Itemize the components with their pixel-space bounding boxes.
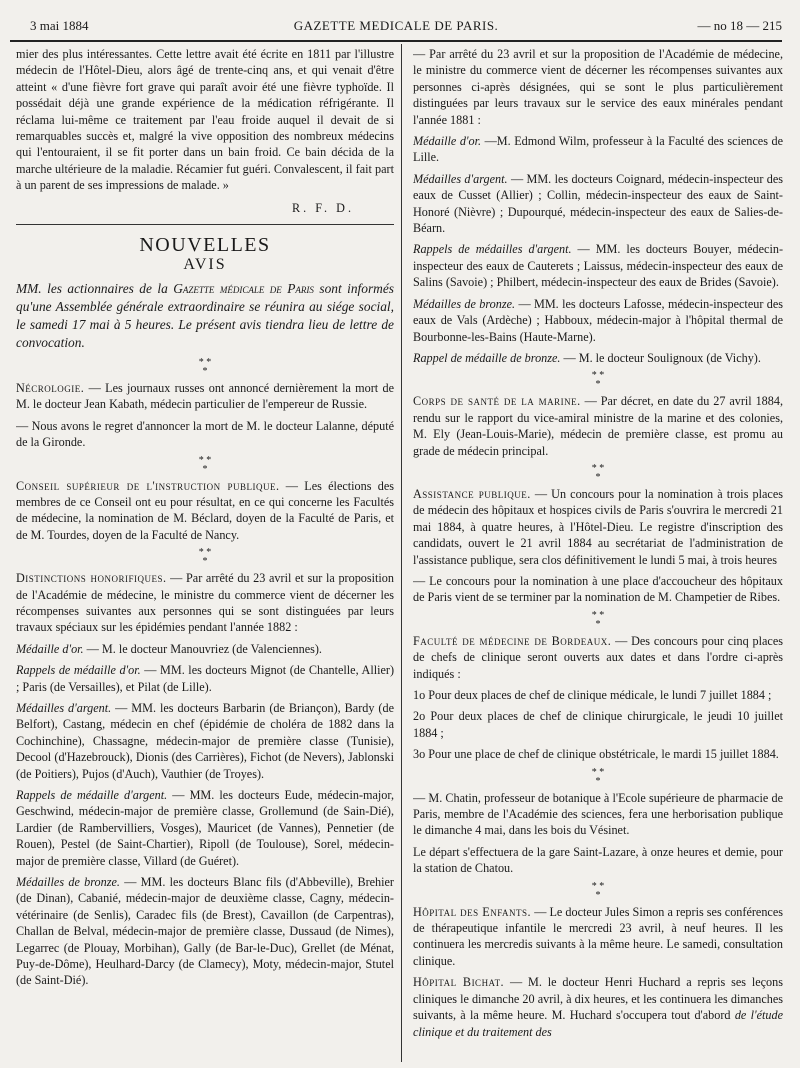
column-divider	[401, 44, 402, 1062]
asterism-separator: * * *	[198, 454, 212, 475]
asterism-separator: * * *	[198, 547, 212, 568]
rappel-or-paragraph	[16, 662, 394, 695]
r-rappel-bronze-text: — M. le docteur Soulignoux (de Vichy).	[560, 350, 761, 365]
left-column	[16, 46, 394, 994]
avis-text-a: MM. les actionnaires de la	[16, 280, 174, 296]
bordeaux-text: — Des concours pour cinq places de chefs de clinique seront ouverts aux dates et dans l'ordre ci-après indiqués :	[413, 633, 783, 681]
rappel-argent-text: — MM. les docteurs Eude, médecin-major, Geschwind, médecin-major de première classe, Grollemund (de Sain-Dié), Lardier (de Rambervilliers, Vosges), Mauricet (de Vannes), Pennetier (de Rouen), Pestel (de Saint-Chartier), Ripoll (de Toulouse), Sorel, médecin-major de première classe, Villard (de Guéret).	[16, 788, 394, 868]
asterism-separator: * * *	[591, 370, 605, 391]
enfants-paragraph	[413, 904, 783, 970]
medaille-or-paragraph	[16, 641, 394, 657]
marine-label: Corps de santé de la marine.	[413, 394, 581, 409]
asterism-separator: * * *	[591, 766, 605, 787]
avis-journal-name: Gazette médicale de Paris	[173, 280, 314, 296]
necrologie-label: Nécrologie.	[16, 380, 85, 395]
bichat-emphasis: de l'étude clinique et du traitement des	[413, 1008, 783, 1039]
r-medaille-or-paragraph	[413, 133, 783, 166]
r-rappel-bronze-paragraph	[413, 350, 783, 366]
r-medailles-bronze-paragraph	[413, 296, 783, 345]
medailles-argent-paragraph	[16, 700, 394, 782]
medaille-or-label: Médaille d'or.	[16, 641, 84, 656]
bordeaux-paragraph	[413, 633, 783, 682]
medaille-or-text: — M. le docteur Manouvriez (de Valenciennes).	[83, 641, 322, 656]
medailles-bronze-text: — MM. les docteurs Blanc fils (d'Abbeville), Brehier (de Dinan), Cabanié, médecin-major de deuxième classe, Cagny, médecin-vétérinaire (de Senlis), Caradec fils (de Brest), Cavaillon (de Carpentras), Challan de Belval, médecin-major de première classe, Dussaud (de Nimes), Legarrec (de Plouay, Morbihan), Gally (de Bar-le-Duc), Grellet (de Ménat, Puy-de-Dôme), Heulhard-Darcy (de Clamecy), Moty, médecin-major, Stutel (de Saint-Dié).	[16, 875, 394, 988]
medailles-argent-text: — MM. les docteurs Barbarin (de Briançon), Bardy (de Belfort), Castang, médecin en chef (épidémie de choléra de 1882 dans la Cochinchine), Chassagne, médecin-major de première classe (Tunisie), Decool (d'Hazebrouck), Dionis (des Carrières), Fichot (de Nevers), Jablonski (de Poitiers), Pujos (d'Auch), Vauthier (de Troyes).	[16, 700, 394, 781]
signature: R. F. D.	[292, 200, 354, 215]
r-rappel-argent-label: Rappels de médailles d'argent.	[413, 242, 572, 257]
necrologie-paragraph	[16, 380, 394, 413]
enfants-label: Hôpital des Enfants.	[413, 904, 532, 919]
r-rappel-argent-text: — MM. les docteurs Bouyer, médecin-inspecteur des eaux de Cauterets ; Laissus, médecin-inspecteur des eaux de Salins (Savoie) ; Philbert, médecin-inspecteur des eaux de Brides (Savoie).	[413, 242, 783, 290]
r-rappel-bronze-label: Rappel de médaille de bronze.	[413, 350, 561, 365]
header-rule	[10, 40, 782, 42]
avis-notice	[16, 280, 394, 352]
distinctions-paragraph	[16, 570, 394, 636]
r-medailles-bronze-label: Médailles de bronze.	[413, 296, 516, 311]
asterism-separator: * * *	[591, 609, 605, 630]
r-medaille-or-text: —M. Edmond Wilm, professeur à la Faculté des sciences de Lille.	[413, 134, 783, 165]
medailles-bronze-label: Médailles de bronze.	[16, 875, 120, 890]
asterism-separator: * * *	[591, 880, 605, 901]
r-medaille-or-label: Médaille d'or.	[413, 134, 482, 149]
right-column	[413, 46, 783, 1045]
medailles-bronze-paragraph	[16, 874, 394, 989]
bichat-paragraph	[413, 974, 783, 1040]
conseil-label: Conseil supérieur de l'instruction publique.	[16, 478, 280, 493]
distinctions-text: — Par arrêté du 23 avril et sur la proposition de l'Académie de médecine, le ministre du commerce vient de décerner les récompenses suivantes aux personnes qui se sont distinguées par leurs travaux spéciaux sur les épidémies pendant l'année 1882 :	[16, 571, 394, 635]
marine-text: — Par décret, en date du 27 avril 1884, rendu sur le rapport du vice-amiral ministre de la marine et des colonies, M. Ely (Jean-Louis-Marie), médecin de première classe, est promu au grade de médecin principal.	[413, 394, 783, 458]
intro-paragraph: mier des plus intéressantes. Cette lettre avait été écrite en 1811 par l'illustre médecin de l'Hôtel-Dieu, alors âgé de trente-cinq ans, et qui venait d'être atteint « d'une fièvre fort grave qui paraît avoir été une fièvre typhoïde. Il possédait déjà une grande expérience de la médication réfrigérante. Il réclama lui-même ce traitement par l'eau froide auquel il devait de si remarquables succès et, malgré la vive opposition des nombreux médecins qui l'entouraient, il se fit porter dans un bain froid. Ce bain décida de la marche ultérieure de la maladie. Récamier fut guéri. Convalescent, il fait part à un parent de ses impressions de malade. »	[16, 47, 394, 193]
page-header	[10, 14, 782, 38]
accoucheur-paragraph: — Le concours pour la nomination à une place d'accoucheur des hôpitaux de Paris vient de se terminer par la nomination de M. Champetier de Ribes.	[413, 573, 783, 605]
conseil-text: — Les élections des membres de ce Conseil ont eu pour résultat, en ce qui concerne les Facultés de médecine, la nomination de M. Béclard, doyen de la Faculté de Paris, et de M. Tourdes, doyen de la Faculté de Nancy.	[16, 478, 394, 542]
assistance-label: Assistance publique.	[413, 486, 531, 501]
header-title: GAZETTE MEDICALE DE PARIS.	[293, 18, 499, 33]
r-rappel-argent-paragraph	[413, 241, 783, 290]
assistance-paragraph	[413, 486, 783, 568]
enfants-text: — Le docteur Jules Simon a repris ses conférences de thérapeutique infantile le mercredi 23 avril, à neuf heures. Il les continuera les mercredis suivants à la même heure. Le samedi, consultation clinique.	[413, 904, 783, 968]
assistance-text: — Un concours pour la nomination à trois places de médecin des hôpitaux et hospices civils de Paris s'ouvrira le mercredi 21 mai 1884, à quatre heures, à l'Hôtel-Dieu. Le registre d'inscription des candidats, ouvert le 21 avril 1884 au secrétariat de l'administration de l'assistance publique, sera clos définitivement le lundi 5 mai, à trois heures	[413, 486, 783, 567]
conseil-paragraph	[16, 478, 394, 544]
list-item-2: 2o Pour deux places de chef de clinique chirurgicale, le jeudi 10 juillet 1884 ;	[413, 709, 783, 740]
section-title: NOUVELLES	[139, 234, 271, 257]
bordeaux-label: Faculté de médecine de Bordeaux.	[413, 633, 612, 648]
avis-title: AVIS	[183, 256, 227, 274]
chatin-paragraph: — M. Chatin, professeur de botanique à l'Ecole supérieure de pharmacie de Paris, membre de l'Académie des sciences, fera une herborisation publique le dimanche 4 mai, dans les bois du Vésinet.	[413, 790, 783, 838]
rappel-argent-paragraph	[16, 787, 394, 869]
r-medailles-argent-paragraph	[413, 171, 783, 237]
eaux-minerales-paragraph: — Par arrêté du 23 avril et sur la proposition de l'Académie de médecine, le ministre du commerce vient de décerner les récompenses suivantes aux personnes ci-après désignées, qui se sont le plus particulièrement distinguées par leurs travaux sur le service des eaux minérales pendant l'année 1881 :	[413, 47, 783, 127]
asterism-separator: * * *	[591, 462, 605, 483]
avis-text-c: sont informés qu'une Assemblée générale extraordinaire se réunira au siége social, le samedi 17 mai à 5 heures. Le présent avis tiendra lieu de lettre de convocation.	[16, 280, 394, 350]
list-item-3: 3o Pour une place de chef de clinique obstétricale, le mardi 15 juillet 1884.	[413, 747, 779, 762]
necrologie-paragraph-2: — Nous avons le regret d'annoncer la mort de M. le docteur Lalanne, député de la Gironde.	[16, 418, 394, 450]
section-separator	[16, 224, 394, 225]
r-medailles-argent-text: — MM. les docteurs Coignard, médecin-inspecteur des eaux de Cusset (Allier) ; Collin, médecin-inspecteur des eaux de Saint-Honoré (Nièvre) ; Dupourqué, médecin-inspecteur des eaux de Salies-de-Béarn.	[413, 171, 783, 236]
marine-paragraph	[413, 393, 783, 459]
r-medailles-argent-label: Médailles d'argent.	[413, 171, 508, 186]
medailles-argent-label: Médailles d'argent.	[16, 700, 112, 715]
depart-paragraph: Le départ s'effectuera de la gare Saint-Lazare, à onze heures et demie, pour la station de Chatou.	[413, 844, 783, 876]
list-item-1: 1o Pour deux places de chef de clinique médicale, le lundi 7 juillet 1884 ;	[413, 688, 772, 702]
rappel-or-label: Rappels de médaille d'or.	[16, 663, 141, 678]
bichat-text: — M. le docteur Henri Huchard a repris ses leçons cliniques le dimanche 20 avril, à dix heures, et les continuera les dimanches suivants, à la même heure. M. Huchard s'occupera tout d'abord	[413, 975, 783, 1023]
distinctions-label: Distinctions honorifiques.	[16, 571, 167, 586]
rappel-argent-label: Rappels de médaille d'argent.	[16, 788, 168, 802]
asterism-separator: * * *	[198, 356, 212, 377]
necrologie-text: — Les journaux russes ont annoncé dernièrement la mort de M. le docteur Jean Kabath, médecin particulier de l'empereur de Russie.	[16, 380, 394, 412]
rappel-or-text: — MM. les docteurs Mignot (de Chantelle, Allier) ; Paris (de Versailles), et Pilat (de Lille).	[16, 663, 394, 694]
header-date: 3 mai 1884	[30, 18, 89, 33]
bichat-label: Hôpital Bichat.	[413, 975, 505, 990]
header-page-number: — no 18 — 215	[697, 18, 782, 33]
r-medailles-bronze-text: — MM. les docteurs Lafosse, médecin-inspecteur des eaux de Vals (Ardèche) ; Habboux, médecin-major à l'hôpital thermal de Bourbonne-les-Bains (Haute-Marne).	[413, 296, 783, 344]
